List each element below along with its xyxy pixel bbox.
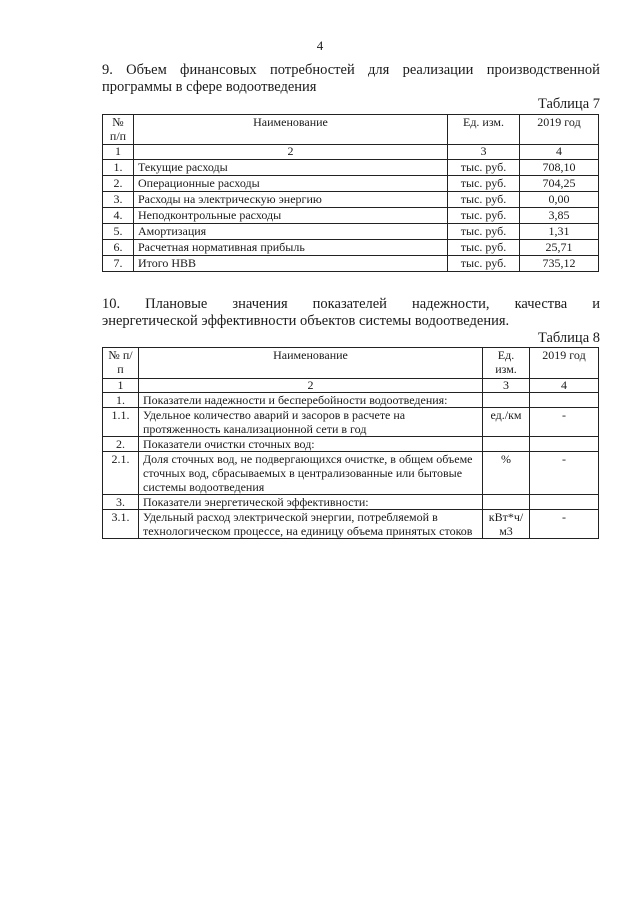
section-9-heading-line1	[102, 62, 600, 79]
heading-word: производственной	[486, 62, 600, 78]
column-number: 4	[530, 379, 599, 393]
row-name: Показатели надежности и бесперебойности водоотведения:	[139, 393, 483, 408]
row-unit: тыс. руб.	[448, 160, 520, 176]
row-value: 1,31	[520, 224, 599, 240]
row-name: Удельный расход электрической энергии, потребляемой в технологическом процессе, на единицу объема принятых стоков	[139, 510, 483, 539]
row-number: 2.1.	[103, 452, 139, 495]
row-number: 3.1.	[103, 510, 139, 539]
row-number: 4.	[103, 208, 134, 224]
row-value: 3,85	[520, 208, 599, 224]
table-row	[103, 176, 599, 192]
row-unit: тыс. руб.	[448, 208, 520, 224]
section-10-heading	[102, 296, 600, 330]
row-unit: %	[483, 452, 530, 495]
heading-word: потребностей	[269, 62, 355, 78]
header-cell: № п/п	[103, 115, 134, 145]
row-number: 3.	[103, 192, 134, 208]
header-cell: 2019 год	[520, 115, 599, 145]
table-7-caption: Таблица 7	[537, 96, 600, 112]
row-value: -	[530, 452, 599, 495]
section-9-heading-line2: программы в сфере водоотведения	[102, 79, 317, 95]
row-number: 2.	[103, 176, 134, 192]
table-row	[103, 240, 599, 256]
table-8-caption: Таблица 8	[537, 330, 600, 346]
row-number: 1.	[103, 160, 134, 176]
heading-word: и	[592, 296, 600, 312]
row-value	[530, 495, 599, 510]
row-number: 2.	[103, 437, 139, 452]
table-row	[103, 495, 599, 510]
row-number: 6.	[103, 240, 134, 256]
column-number: 2	[134, 145, 448, 160]
row-number: 1.1.	[103, 408, 139, 437]
table-row	[103, 393, 599, 408]
header-cell: Ед. изм.	[483, 348, 530, 379]
table-row	[103, 192, 599, 208]
table-row	[103, 256, 599, 272]
row-value: 704,25	[520, 176, 599, 192]
heading-word: Плановые	[145, 296, 208, 312]
column-number-row	[103, 379, 599, 393]
column-number: 3	[483, 379, 530, 393]
row-name: Текущие расходы	[134, 160, 448, 176]
row-number: 7.	[103, 256, 134, 272]
row-name: Показатели очистки сточных вод:	[139, 437, 483, 452]
section-10-heading-line1	[102, 296, 600, 313]
column-number-row	[103, 145, 599, 160]
row-name: Расчетная нормативная прибыль	[134, 240, 448, 256]
row-name: Неподконтрольные расходы	[134, 208, 448, 224]
table-8	[102, 347, 599, 539]
header-cell: Наименование	[134, 115, 448, 145]
table-header-row	[103, 348, 599, 379]
row-value: 735,12	[520, 256, 599, 272]
row-number: 3.	[103, 495, 139, 510]
header-cell: 2019 год	[530, 348, 599, 379]
row-unit: тыс. руб.	[448, 256, 520, 272]
column-number: 1	[103, 145, 134, 160]
row-name: Расходы на электрическую энергию	[134, 192, 448, 208]
header-cell: Наименование	[139, 348, 483, 379]
heading-word: Объем	[126, 62, 167, 78]
section-number: 10.	[102, 296, 121, 312]
row-unit	[483, 437, 530, 452]
header-cell: Ед. изм.	[448, 115, 520, 145]
row-name: Операционные расходы	[134, 176, 448, 192]
heading-word: качества	[514, 296, 568, 312]
row-unit: ед./км	[483, 408, 530, 437]
heading-word: значения	[232, 296, 288, 312]
heading-word: финансовых	[180, 62, 257, 78]
table-7	[102, 114, 599, 272]
heading-word: показателей	[312, 296, 387, 312]
row-unit: тыс. руб.	[448, 240, 520, 256]
row-number: 1.	[103, 393, 139, 408]
row-value: 25,71	[520, 240, 599, 256]
column-number: 4	[520, 145, 599, 160]
heading-word: надежности,	[411, 296, 490, 312]
row-unit	[483, 495, 530, 510]
table-row	[103, 510, 599, 539]
table-row	[103, 437, 599, 452]
row-value: 0,00	[520, 192, 599, 208]
heading-word: реализации	[402, 62, 474, 78]
row-unit: тыс. руб.	[448, 192, 520, 208]
row-unit	[483, 393, 530, 408]
table-header-row	[103, 115, 599, 145]
row-unit: тыс. руб.	[448, 176, 520, 192]
row-name: Амортизация	[134, 224, 448, 240]
column-number: 2	[139, 379, 483, 393]
row-value	[530, 393, 599, 408]
row-unit: кВт*ч/м3	[483, 510, 530, 539]
row-name: Итого НВВ	[134, 256, 448, 272]
heading-word: для	[367, 62, 390, 78]
table-row	[103, 208, 599, 224]
row-number: 5.	[103, 224, 134, 240]
column-number: 1	[103, 379, 139, 393]
section-9-heading	[102, 62, 600, 96]
column-number: 3	[448, 145, 520, 160]
row-name: Удельное количество аварий и засоров в расчете на протяженность канализационной сети в год	[139, 408, 483, 437]
row-value	[530, 437, 599, 452]
table-row	[103, 408, 599, 437]
table-row	[103, 452, 599, 495]
row-value: -	[530, 408, 599, 437]
section-number: 9.	[102, 62, 113, 78]
row-value: 708,10	[520, 160, 599, 176]
header-cell: № п/п	[103, 348, 139, 379]
table-row	[103, 160, 599, 176]
row-unit: тыс. руб.	[448, 224, 520, 240]
page-number: 4	[316, 38, 324, 53]
table-row	[103, 224, 599, 240]
row-name: Показатели энергетической эффективности:	[139, 495, 483, 510]
row-value: -	[530, 510, 599, 539]
section-10-heading-line2: энергетической эффективности объектов системы водоотведения.	[102, 313, 510, 329]
row-name: Доля сточных вод, не подвергающихся очистке, в общем объеме сточных вод, сбрасываемых в централизованные или бытовые системы водоотведения	[139, 452, 483, 495]
